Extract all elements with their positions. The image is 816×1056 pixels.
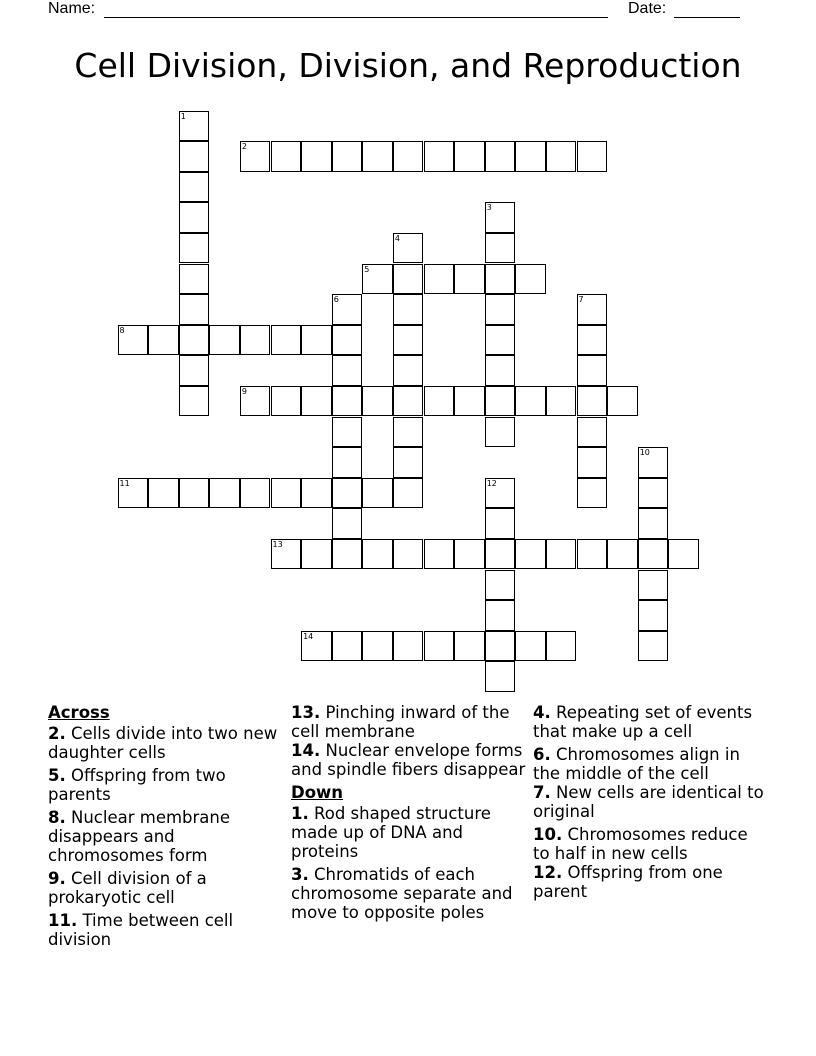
grid-cell[interactable] xyxy=(332,355,363,386)
down-heading: Down xyxy=(291,783,344,802)
grid-cell[interactable] xyxy=(393,355,424,386)
grid-cell[interactable] xyxy=(577,355,608,386)
clues-column-1 xyxy=(48,703,280,953)
name-label: Name: xyxy=(48,0,96,17)
grid-cell[interactable] xyxy=(638,478,669,509)
grid-cell[interactable] xyxy=(332,508,363,539)
grid-cell[interactable] xyxy=(454,631,485,662)
grid-cell[interactable] xyxy=(271,478,302,509)
grid-cell[interactable] xyxy=(424,264,455,295)
grid-cell[interactable] xyxy=(577,478,608,509)
grid-cell[interactable] xyxy=(332,478,363,509)
grid-cell[interactable] xyxy=(515,539,546,570)
grid-cell[interactable] xyxy=(179,172,210,203)
grid-cell[interactable] xyxy=(515,141,546,172)
grid-cell[interactable] xyxy=(485,355,516,386)
clue-down-10: 10. Chromosomes reduce to half in new cells xyxy=(533,825,748,863)
grid-cell[interactable] xyxy=(393,325,424,356)
grid-cell[interactable] xyxy=(393,478,424,509)
grid-cell[interactable] xyxy=(240,325,271,356)
grid-cell[interactable] xyxy=(607,386,638,417)
clues-column-2 xyxy=(291,703,527,926)
grid-cell[interactable] xyxy=(179,478,210,509)
grid-cell[interactable] xyxy=(179,141,210,172)
grid-cell[interactable] xyxy=(515,386,546,417)
grid-cell[interactable] xyxy=(424,539,455,570)
grid-cell[interactable] xyxy=(209,478,240,509)
grid-cell[interactable] xyxy=(393,141,424,172)
grid-cell[interactable] xyxy=(332,141,363,172)
clue-number: 14 xyxy=(303,631,314,641)
grid-cell[interactable] xyxy=(485,661,516,692)
grid-cell[interactable] xyxy=(393,294,424,325)
grid-cell[interactable] xyxy=(577,386,608,417)
grid-cell[interactable] xyxy=(485,631,516,662)
grid-cell[interactable] xyxy=(209,325,240,356)
grid-cell[interactable] xyxy=(577,539,608,570)
grid-cell[interactable] xyxy=(485,508,516,539)
grid-cell[interactable] xyxy=(332,631,363,662)
grid-cell[interactable] xyxy=(485,386,516,417)
grid-cell[interactable] xyxy=(577,417,608,448)
grid-cell[interactable] xyxy=(271,325,302,356)
grid-cell[interactable] xyxy=(485,294,516,325)
grid-cell[interactable] xyxy=(546,141,577,172)
grid-cell[interactable] xyxy=(485,233,516,264)
grid-cell[interactable] xyxy=(362,539,393,570)
grid-cell[interactable] xyxy=(179,264,210,295)
grid-cell[interactable] xyxy=(393,264,424,295)
clues-column-3 xyxy=(533,703,769,905)
grid-cell[interactable] xyxy=(638,539,669,570)
grid-cell[interactable] xyxy=(515,631,546,662)
clue-down-1: 1. Rod shaped structure made up of DNA and proteins xyxy=(291,804,491,861)
clue-down-3: 3. Chromatids of each chromosome separate and move to opposite poles xyxy=(291,865,513,922)
grid-cell[interactable] xyxy=(332,386,363,417)
clue-number: 10 xyxy=(639,448,650,458)
grid-cell[interactable] xyxy=(271,386,302,417)
grid-cell[interactable] xyxy=(301,478,332,509)
clue-down-4: 4. Repeating set of events that make up a cell xyxy=(533,703,753,741)
grid-cell[interactable] xyxy=(454,141,485,172)
grid-cell[interactable] xyxy=(454,386,485,417)
clue-number: 8 xyxy=(119,325,125,335)
grid-cell[interactable] xyxy=(179,386,210,417)
grid-cell[interactable] xyxy=(179,355,210,386)
grid-cell[interactable] xyxy=(362,631,393,662)
clue-across-13: 13. Pinching inward of the cell membrane xyxy=(291,703,510,741)
clue-number: 9 xyxy=(241,386,247,396)
grid-cell[interactable] xyxy=(362,386,393,417)
page-title: Cell Division, Division, and Reproduction xyxy=(74,46,742,85)
grid-cell[interactable] xyxy=(638,600,669,631)
grid-cell[interactable] xyxy=(179,294,210,325)
grid-cell[interactable] xyxy=(271,141,302,172)
clue-down-12: 12. Offspring from one parent xyxy=(533,863,723,901)
clue-across-2: 2. Cells divide into two new daughter cells xyxy=(48,724,278,762)
grid-cell[interactable] xyxy=(148,325,179,356)
grid-cell[interactable] xyxy=(485,325,516,356)
grid-cell[interactable] xyxy=(546,539,577,570)
grid-cell[interactable] xyxy=(301,325,332,356)
grid-cell[interactable] xyxy=(332,417,363,448)
clue-number: 11 xyxy=(119,478,130,488)
clue-number: 3 xyxy=(486,203,492,213)
clue-across-9: 9. Cell division of a prokaryotic cell xyxy=(48,869,207,907)
clue-number: 1 xyxy=(180,111,186,121)
grid-cell[interactable] xyxy=(332,447,363,478)
grid-cell[interactable] xyxy=(668,539,699,570)
clue-number: 12 xyxy=(486,478,497,488)
clue-number: 7 xyxy=(578,295,584,305)
grid-cell[interactable] xyxy=(638,631,669,662)
clue-number: 5 xyxy=(364,264,370,274)
grid-cell[interactable] xyxy=(577,325,608,356)
clue-number: 13 xyxy=(272,539,283,549)
clue-down-6: 6. Chromosomes align in the middle of the cell xyxy=(533,745,740,783)
grid-cell[interactable] xyxy=(577,141,608,172)
grid-cell[interactable] xyxy=(485,570,516,601)
grid-cell[interactable] xyxy=(301,539,332,570)
grid-cell[interactable] xyxy=(362,141,393,172)
grid-cell[interactable] xyxy=(393,417,424,448)
grid-cell[interactable] xyxy=(577,447,608,478)
date-label: Date: xyxy=(628,0,667,17)
across-heading: Across xyxy=(48,703,110,722)
grid-cell[interactable] xyxy=(638,570,669,601)
grid-cell[interactable] xyxy=(301,386,332,417)
grid-cell[interactable] xyxy=(546,386,577,417)
grid-cell[interactable] xyxy=(515,264,546,295)
grid-cell[interactable] xyxy=(424,141,455,172)
grid-cell[interactable] xyxy=(393,386,424,417)
grid-cell[interactable] xyxy=(454,264,485,295)
clue-number: 6 xyxy=(333,295,339,305)
grid-cell[interactable] xyxy=(485,141,516,172)
grid-cell[interactable] xyxy=(332,539,363,570)
clue-across-5: 5. Offspring from two parents xyxy=(48,766,226,804)
grid-cell[interactable] xyxy=(485,417,516,448)
clue-across-14: 14. Nuclear envelope forms and spindle fibers disappear xyxy=(291,741,526,779)
grid-cell[interactable] xyxy=(393,631,424,662)
grid-cell[interactable] xyxy=(301,141,332,172)
clue-number: 2 xyxy=(241,142,247,152)
grid-cell[interactable] xyxy=(362,478,393,509)
grid-cell[interactable] xyxy=(332,325,363,356)
grid-cell[interactable] xyxy=(424,631,455,662)
grid-cell[interactable] xyxy=(546,631,577,662)
grid-cell[interactable] xyxy=(638,508,669,539)
grid-cell[interactable] xyxy=(179,233,210,264)
grid-cell[interactable] xyxy=(485,539,516,570)
clue-down-7: 7. New cells are identical to original xyxy=(533,783,764,821)
grid-cell[interactable] xyxy=(607,539,638,570)
grid-cell[interactable] xyxy=(393,447,424,478)
grid-cell[interactable] xyxy=(393,539,424,570)
clue-across-8: 8. Nuclear membrane disappears and chromosomes form xyxy=(48,808,231,865)
grid-cell[interactable] xyxy=(485,264,516,295)
grid-cell[interactable] xyxy=(485,600,516,631)
grid-cell[interactable] xyxy=(424,386,455,417)
grid-cell[interactable] xyxy=(148,478,179,509)
clue-across-11: 11. Time between cell division xyxy=(48,911,234,949)
clue-number: 4 xyxy=(394,233,400,243)
grid-cell[interactable] xyxy=(179,202,210,233)
grid-cell[interactable] xyxy=(240,478,271,509)
grid-cell[interactable] xyxy=(454,539,485,570)
grid-cell[interactable] xyxy=(179,325,210,356)
